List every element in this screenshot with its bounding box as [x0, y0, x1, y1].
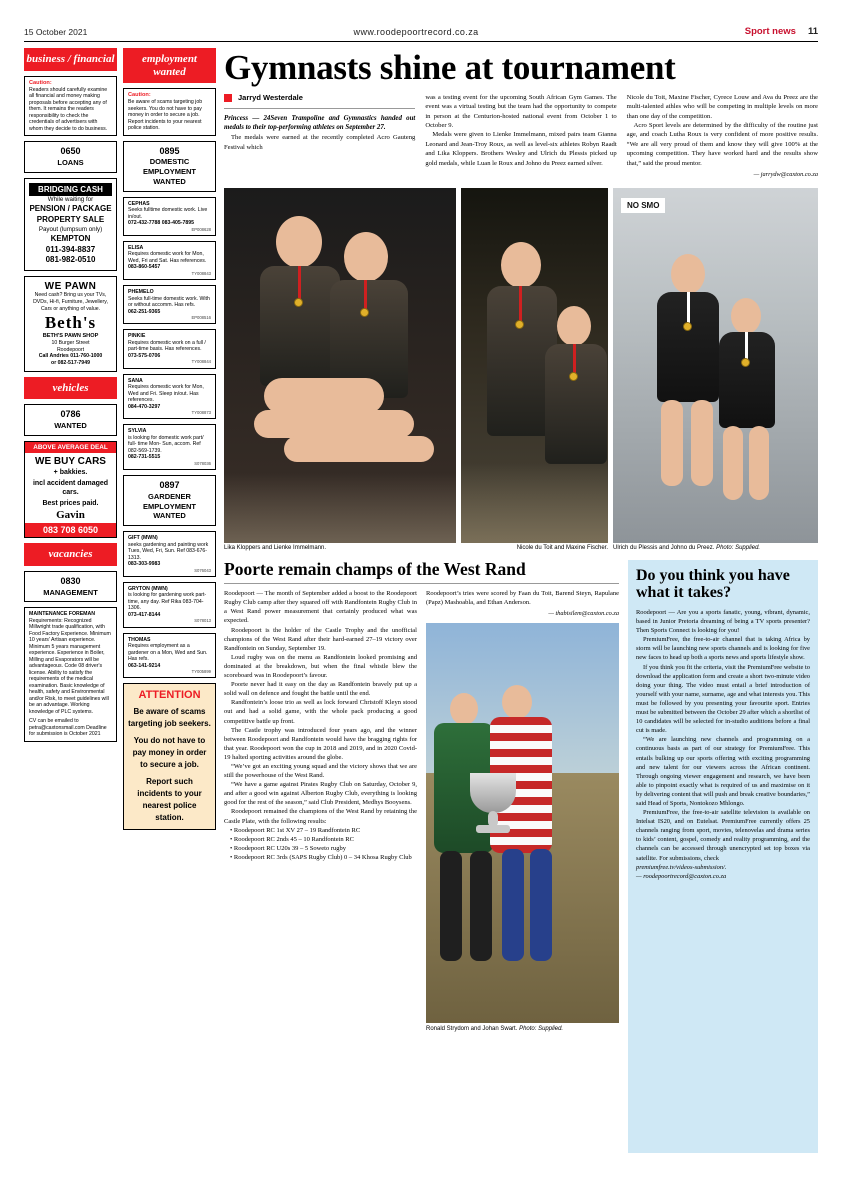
promo-p4: “We are launching new channels and programming on a continuous basis as part of our strategy for PremiumFree. This entails bulking up our sports offering with exciting programming and new talent for our viewers across the African continent. Through ongoing viewer engagement and research, we have been able to pinpoint exactly what is required of us and maximise on it by delivering content that will push and break creative boundaries,” said Head of Sports, Nontokozo Mhlongo.	[636, 736, 810, 807]
ad-title: PHEMELO	[128, 289, 154, 296]
caption-photo2: Nicole du Toit and Maxine Fischer.	[516, 544, 608, 551]
rugby-p2: Roodepoort is the holder of the Castle Trophy and the unofficial champions of the West Rand after their hard-earned 27–19 victory over Randfontein on Sunday, September 19.	[224, 626, 417, 652]
ad-body: seeks gardening and painting work Tues, Wed, Fri, Sun. Ref 083-676-1313.	[128, 541, 209, 561]
photo-dutoit-fischer	[461, 188, 608, 543]
photo-strydom-swart	[426, 623, 619, 1023]
ad-phone[interactable]: 084-470-3297	[128, 403, 161, 410]
vacancy-body: Requirements: Recognized Millwright trade qualification, with Food Factory Experience. Minimum 10 years' Artisan experience. Minimum 5 years management experience. Experience in Boiler, Milling and Evaporators will be advantageous. Code 08 driver's license. Ability to satisfy the requirements of the medical examination. Basic knowledge of health, safety and Environmental and/or Risk, to meet guidelines will be an advantage. Working knowledge of PLC systems.	[29, 617, 111, 715]
pawn-name: BETH'S PAWN SHOP	[42, 332, 99, 339]
caption-photo3-text: Ulrich du Plessis and Johno du Preez.	[613, 544, 715, 551]
masthead-website: www.roodepoortrecord.co.za	[353, 26, 479, 37]
lead-col-2	[425, 93, 616, 180]
promo-p2: PremiumFree, the free-to-air channel that is taking Africa by storm will be launching new sports channels and is looking for five new faces to head up both a sports news and sports lifestyle show.	[636, 636, 810, 662]
bridging-head: BRIDGING CASH	[29, 183, 112, 196]
lead-col1-p1: The medals were earned at the recently completed Acro Gauteng Festival which	[224, 134, 416, 151]
vacancy-apply: CV can be emailed to petra@caxtonsmail.com Deadline for submission is October 2021	[29, 718, 107, 738]
num-code: 0786	[60, 409, 81, 420]
promo-body	[636, 608, 810, 881]
ad-phone[interactable]: 062-251-9365	[128, 308, 161, 315]
num-label: DOMESTIC EMPLOYMENT WANTED	[143, 157, 196, 186]
ad-body: Requires domestic work for Mon, Wed and Fri. Sleep in/out. Has references.	[128, 384, 204, 404]
ad-sylvia	[123, 424, 216, 470]
ad-sana	[123, 374, 216, 420]
lead-col3-p2: Acro Sport levels are determined by the difficulty of the routine just age, and coach Lutha Roux is very confident of more positive results. “We are all very proud of them and know they will give 100% at the upcoming competition. They have worked hard and the results show that,” said the proud mentor.	[626, 122, 818, 167]
ad-caution-employment	[123, 88, 216, 135]
rugby-result-4: • Roodepoort RC 3rds (SAPS Rugby Club) 0 – 34 Khosa Rugby Club	[230, 853, 412, 861]
masthead-section: Sport news	[744, 26, 796, 37]
ad-title: GIFT (MWN)	[128, 535, 158, 542]
cat-employment-wanted: employment wanted	[123, 48, 216, 83]
pawn-phone1[interactable]: Call Andries 011-760-1000	[38, 353, 103, 360]
ad-phone[interactable]: 073-417-8144	[128, 611, 161, 618]
rugby-p6: The Castle trophy was introduced four years ago, and the winner between Roodepoort and Randfontein would have the bragging rights for that year. Roodepoort won the cup in 2018 and 2019, and in 2020 Covid-19 halted sporting activities around the globe.	[224, 726, 417, 761]
ad-maintenance-foreman	[24, 607, 117, 742]
rugby-story	[224, 560, 619, 1153]
num-0650-loans	[24, 141, 117, 172]
lead-credit: — jarrydw@caxton.co.za	[753, 170, 818, 178]
ad-title: CEPHAS	[128, 200, 150, 207]
ad-ref: EP008628	[191, 226, 211, 232]
ad-thomas	[123, 633, 216, 679]
ad-phone[interactable]: 073-575-0706	[128, 352, 161, 359]
ad-body: is looking for gardening work part-time, any day. Ref Rika 083-704-1306.	[128, 592, 207, 612]
promo-p1: Roodepoort — Are you a sports fanatic, young, vibrant, dynamic, based in Junior Pretoria dreaming of being a TV sports presenter? Then Sports Connect is looking for you!	[636, 609, 810, 635]
ad-title: PINKIE	[128, 333, 146, 340]
cars-line3: Best prices paid.	[42, 500, 99, 508]
rugby-tries: Roodepoort’s tries were scored by Faan du Toit, Barend Steyn, Rapulane (Papz) Mashoabla, and Ethan Anderson.	[426, 590, 619, 607]
rugby-p3: Loud rugby was on the menu as Randfontein looked promising and dominated at the breakdown, but when the final whistle blew the scoreboard was in Roodepoort’s favour.	[224, 653, 417, 680]
ad-gryton	[123, 582, 216, 628]
ad-phone[interactable]: 082-731-5515	[128, 454, 161, 461]
bridging-line1: While waiting for	[47, 195, 94, 203]
masthead-rule	[24, 41, 818, 42]
lead-col2-p1: was a testing event for the upcoming South African Gym Games. The event was a virtual testing but the team had the opportunity to compete in person at the Centurion-hosted national event from October 1 to October 9.	[425, 94, 617, 130]
lead-col-3	[627, 93, 818, 180]
ad-ref: S078036	[194, 460, 211, 466]
cat-vacancies: vacancies	[24, 543, 117, 566]
photo-kloppers-immelmann	[224, 188, 456, 543]
ad-ref: TY008873	[191, 410, 211, 416]
ad-ref: S078013	[194, 618, 211, 624]
promo-headline: Do you think you have what it takes?	[636, 566, 790, 602]
rugby-col-1	[224, 589, 417, 1033]
ad-ref: TY005899	[191, 669, 211, 675]
ad-gift-mwn	[123, 531, 216, 577]
ad-we-pawn	[24, 276, 117, 372]
cars-line2: incl accident damaged cars.	[32, 479, 109, 497]
num-label: LOANS	[57, 157, 84, 167]
num-0897-gardener	[123, 475, 216, 526]
ad-caution-title: Caution:	[128, 92, 151, 99]
cars-contact-name: Gavin	[56, 509, 85, 522]
ad-cephas	[123, 197, 216, 236]
rugby-col-2	[426, 589, 619, 1033]
cat-vehicles: vehicles	[24, 377, 117, 400]
ad-body: Requires domestic work on a full / part-time basis. Has references.	[128, 339, 206, 353]
rugby-caption-credit: Photo: Supplied.	[519, 1026, 564, 1033]
bridging-line3: Payout (lumpsum only)	[38, 225, 103, 233]
lead-col-1	[224, 93, 415, 180]
ad-attention-scams	[123, 683, 216, 830]
lead-photo-row	[224, 188, 818, 543]
num-code: 0897	[159, 480, 180, 491]
ad-body: Requires domestic work for Mon, Wed, Fri and Sat. Has references.	[128, 251, 207, 264]
photo-duplessis-dupreez	[613, 188, 818, 543]
vacancy-title: MAINTENANCE FOREMAN	[29, 611, 95, 618]
caption-photo3-credit: Photo: Supplied.	[716, 544, 761, 551]
rugby-p5: Randfontein’s loose trio as well as lock forward Christoff Kleyn stood out and had a solid game, with the whole pack producing a good competitive battle up front.	[224, 699, 417, 725]
bridging-phone2[interactable]: 081-982-0510	[45, 255, 96, 265]
classifieds-section	[24, 48, 216, 1153]
ad-caution-title: Caution:	[29, 79, 52, 86]
num-label: WANTED	[54, 421, 87, 431]
caption-photo1: Lika Kloppers and Lienke Immelmann.	[224, 544, 327, 551]
ad-elisa	[123, 241, 216, 280]
ad-bridging-cash	[24, 178, 117, 272]
cars-line1: + bakkies.	[53, 468, 88, 476]
lead-story-columns	[224, 93, 818, 180]
rugby-p9: Roodepoort remained the champions of the West Rand by retaining the Castle Plate, with the following results:	[224, 808, 417, 825]
cat-business-financial: business / financial	[24, 48, 117, 71]
rugby-photo-caption	[426, 1025, 619, 1033]
ad-title: ELISA	[128, 244, 144, 251]
lead-col2-p2: Medals were given to Lienke Immelmann, mixed pairs team Gianna Leonard and Jean-Troy Roux, as well as level-six athletes Robyn Raadt and Lika Kloppers. Brothers Wesley and Ulrich du Plessis picked up gold medals, while Luan le Roux and Johno du Preez earned silver.	[425, 131, 617, 167]
rugby-credit: — thabisilem@caxton.co.za	[548, 610, 619, 618]
num-0895-domestic	[123, 141, 216, 192]
page-title: Gymnasts shine at tournament	[224, 48, 676, 87]
ad-phone[interactable]: 072-432-7788 083-405-7895	[128, 220, 195, 227]
ad-body: Requires employment as a gardener on a Mon, Wed and Sun. Has refs.	[128, 643, 208, 663]
pawn-head: WE PAWN	[44, 281, 97, 293]
ad-title: GRYTON (MWN)	[128, 585, 168, 592]
ad-we-buy-cars	[24, 441, 117, 538]
byline	[224, 93, 415, 104]
ad-title: THOMAS	[128, 636, 151, 643]
bridging-line2: PENSION / PACKAGE PROPERTY SALE	[29, 203, 112, 224]
rugby-caption-text: Ronald Strydom and Johan Swart.	[426, 1026, 518, 1033]
lead-col3-p1: Nicole du Toit, Maxine Fischer, Cyrece Louw and Ava du Preez are the multi-talented athles who will be competing in multiple levels on more than one day of the competition.	[626, 94, 818, 120]
pawn-city: Roodepoort	[56, 346, 85, 353]
classifieds-column-right	[123, 48, 216, 1153]
num-0830-management	[24, 571, 117, 602]
promo-box	[628, 560, 818, 1153]
num-code: 0830	[60, 575, 81, 586]
classifieds-column-left	[24, 48, 117, 1153]
rugby-result-3: • Roodepoort RC U20s 39 – 5 Soweto rugby	[230, 844, 347, 852]
num-label: MANAGEMENT	[43, 587, 98, 597]
lead-photo-captions	[224, 545, 818, 551]
bridging-line4: KEMPTON	[50, 233, 91, 243]
ad-caution-readers	[24, 76, 117, 136]
ad-caution-body: Readers should carefully examine all financial and money making proposals before accepting any of them. It remains the readers responsibility to check the credentials of advertisers with whom they decide to do business.	[29, 86, 108, 132]
no-smoking-sign: NO SMO	[621, 198, 665, 213]
pawn-logo: Beth's	[44, 312, 97, 332]
byline-author: Jarryd Westerdale	[238, 93, 303, 102]
ad-ref: EP008516	[191, 315, 211, 321]
rugby-p8: “We have a game against Pirates Rugby Club on Saturday, October 9, and after a good win against Alberton Rugby Club, everything is looking good for the rest of the season,” said Club President, Medhys Booysens.	[224, 781, 417, 807]
attention-head: ATTENTION	[138, 689, 201, 702]
ad-pinkie	[123, 329, 216, 368]
pawn-body: Need cash? Bring us your TVs, DVDs, Hi-fi, Furniture, Jewellery, Cars or anything of value.	[33, 292, 108, 312]
ad-phemelo	[123, 285, 216, 324]
masthead	[24, 26, 818, 41]
bridging-phone1[interactable]: 011-394-8837	[45, 244, 96, 254]
promo-link[interactable]: premiumfree.tv/videos-submission/.	[636, 863, 727, 871]
masthead-date: 15 October 2021	[24, 26, 88, 37]
attention-p2: You do not have to pay money in order to secure a job.	[132, 736, 207, 770]
lead-lede: Princess — 24Seven Trampoline and Gymnastics handed out medals to their top-performing athletes on September 27.	[224, 114, 416, 132]
ad-title: SYLVIA	[128, 428, 147, 435]
cars-phone[interactable]: 083 708 6050	[25, 523, 116, 537]
caption-photo3	[613, 545, 818, 551]
attention-p1: Be aware of scams targeting job seekers.	[128, 707, 211, 729]
rugby-rule	[224, 583, 619, 584]
cars-banner: ABOVE AVERAGE DEAL	[25, 442, 116, 453]
promo-credit: — roodepoortrecord@caxton.co.za	[636, 872, 727, 880]
ad-phone[interactable]: 083-860-5457	[128, 264, 161, 271]
ad-phone[interactable]: 083-303-9983	[128, 561, 161, 568]
masthead-page-number: 11	[807, 26, 818, 37]
ad-ref: TY008844	[191, 359, 211, 365]
rugby-result-1: • Roodepoort RC 1st XV 27 – 19 Randfontein RC	[230, 826, 361, 834]
pawn-phone2[interactable]: or 082-517-7949	[51, 360, 90, 367]
byline-marker-icon	[224, 94, 232, 102]
attention-p3: Report such incidents to your nearest police station.	[137, 777, 202, 823]
num-label: GARDENER EMPLOYMENT WANTED	[143, 491, 196, 521]
ad-ref: TY008843	[191, 270, 211, 276]
cars-head: WE BUY CARS	[35, 455, 106, 467]
pawn-street: 10 Burger Street	[51, 339, 90, 346]
ad-body: Seeks fulltime domestic work. Live in/out.	[128, 207, 208, 220]
editorial-section	[224, 48, 818, 1153]
promo-p3: If you think you fit the criteria, visit the PremiumFree website to download the application form and create a short two-minute video doing your thing. The video must entail a brief introduction of yourself with your name, surname, age and what interests you. This must be followed by you presenting your favourite sport. Entries must be submitted between the October 29 after which a shortlist of 10 candidates will be selected for in-studio auditions before a final cut is made.	[636, 663, 810, 735]
rugby-headline: Poorte remain champs of the West Rand	[224, 558, 526, 579]
ad-caution-body: Be aware of scams targeting job seekers. You do not have to pay money in order to secure a job. Report incidents to your nearest police station.	[128, 99, 203, 132]
num-code: 0895	[159, 145, 180, 156]
ad-ref: S076043	[194, 567, 211, 573]
ad-phone[interactable]: 063-141-9214	[128, 662, 161, 669]
byline-rule	[224, 108, 415, 109]
promo-p5: PremiumFree, the free-to-air satellite television is available on Intelsat IS20, and on Eutelsat. PremiumFree currently offers 25 channels ranging from sport, movies, telenovelas and drama series to kids’ content, gospel, comedy and reality programming, and the channels can be accessed through unencrypted set top boxes via satellite. For submissions, check	[636, 809, 810, 862]
num-0786-wanted	[24, 404, 117, 435]
ad-body: is looking for domestic work part/ full- time Mon- Sun, accom. Ref 082-569-1739.	[128, 434, 204, 454]
rugby-result-2: • Roodepoort RC 2nds 45 – 10 Randfontein RC	[230, 835, 354, 843]
rugby-p1: Roodepoort — The month of September added a boost to the Roodepoort Rugby Club camp after they squared off with Randfontein Rugby Club in a West Rand power measurement that certainly produced what was expected.	[224, 590, 417, 625]
ad-body: Seeks full-time domestic work. With or without accomm. Has refs.	[128, 295, 210, 309]
rugby-p4: Poorte never had it easy on the day as Randfontein bravely put up a solid wall on defence and fought the battle until the end.	[224, 681, 417, 698]
ad-title: SANA	[128, 377, 143, 384]
rugby-p7: “We’ve got an exciting young squad and the victory shows that we are still the powerhouse of the West Rand.	[224, 762, 417, 780]
num-code: 0650	[60, 146, 81, 157]
lower-section	[224, 560, 818, 1153]
